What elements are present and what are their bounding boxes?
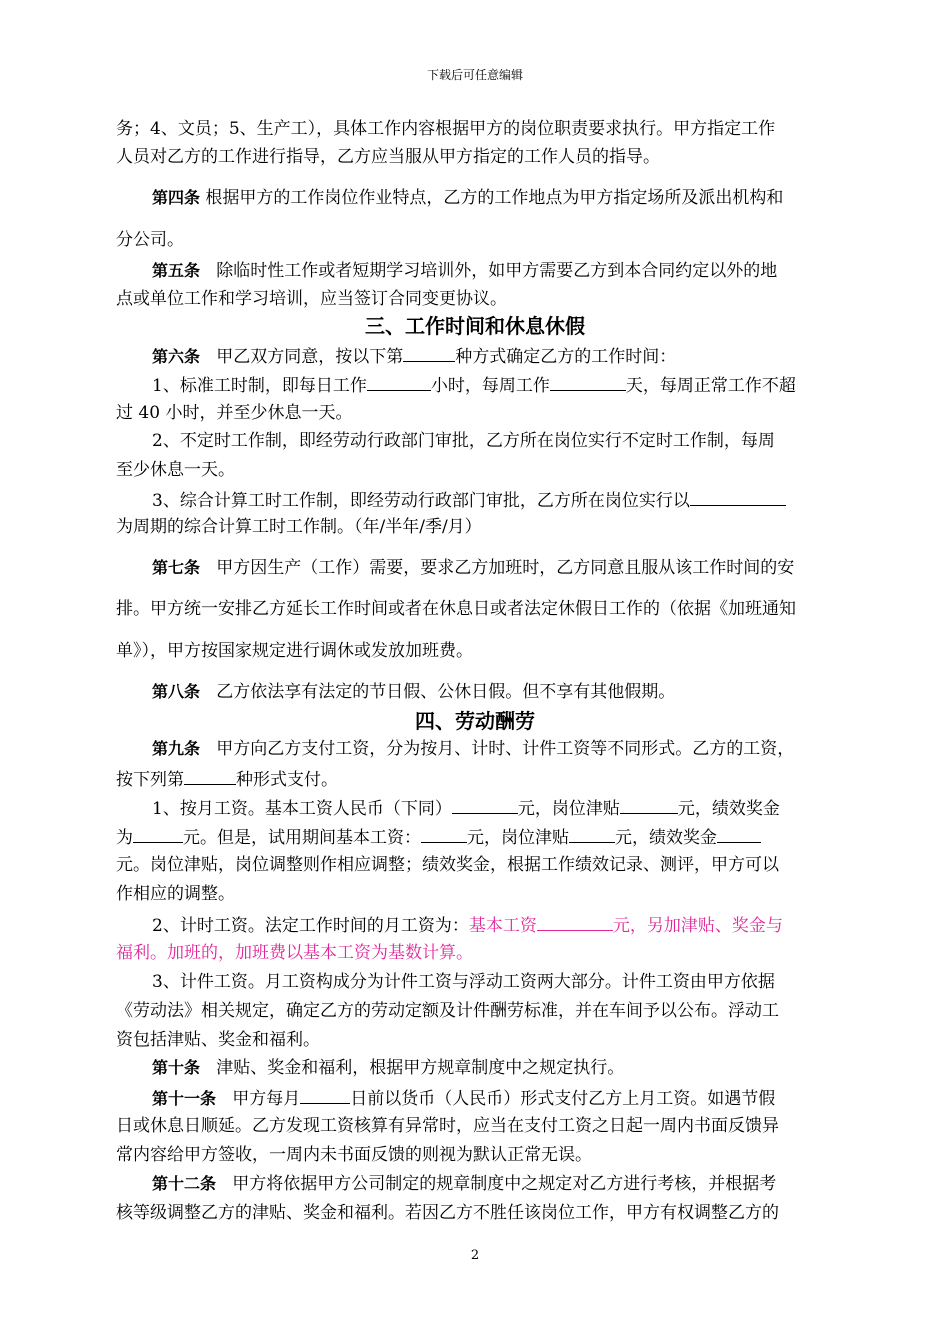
text-line — [116, 825, 761, 849]
article-text: 津贴、奖金和福利，根据甲方规章制度中之规定执行。 — [216, 1058, 625, 1078]
article-text: 甲方因生产（工作）需要，要求乙方加班时，乙方同意且服从该工作时间的安 — [216, 558, 795, 578]
article-text: 根据甲方的工作岗位作业特点，乙方的工作地点为甲方指定场所及派出机构和 — [205, 188, 784, 208]
blank-line[interactable] — [569, 825, 615, 843]
blank-line[interactable] — [690, 488, 786, 506]
article-text: 种方式确定乙方的工作时间： — [455, 347, 677, 367]
text-line: 至少休息一天。 — [116, 460, 235, 480]
text-line: 务；4、文员；5、生产工），具体工作内容根据甲方的岗位职责要求执行。甲方指定工作 — [116, 119, 776, 139]
blank-line[interactable] — [403, 344, 455, 362]
section-heading-4: 四、劳动酬劳 — [415, 709, 535, 733]
article-label: 第六条 — [152, 347, 201, 366]
text-segment: 1、标准工时制，即每日工作 — [152, 376, 367, 396]
article-text: 甲方将依据甲方公司制定的规章制度中之规定对乙方进行考核，并根据考 — [232, 1174, 777, 1194]
blank-line[interactable] — [367, 373, 431, 391]
text-line: 资包括津贴、奖金和福利。 — [116, 1030, 320, 1050]
article-7 — [152, 557, 794, 579]
article-label: 第七条 — [152, 558, 201, 577]
text-line: 元。岗位津贴，岗位调整则作相应调整；绩效奖金，根据工作绩效记录、测评，甲方可以 — [116, 855, 779, 875]
article-9 — [152, 738, 794, 760]
article-10 — [152, 1057, 624, 1079]
article-12 — [152, 1173, 776, 1195]
article-label: 第五条 — [152, 261, 201, 280]
text-segment: 1、按月工资。基本工资人民币（下同） — [152, 799, 452, 819]
text-line — [152, 373, 796, 397]
text-line: 单》），甲方按国家规定进行调休或发放加班费。 — [116, 641, 473, 661]
article-text: 除临时性工作或者短期学习培训外，如甲方需要乙方到本合同约定以外的地 — [216, 261, 778, 281]
blank-line[interactable] — [421, 825, 467, 843]
article-text: 甲方向乙方支付工资，分为按月、计时、计件工资等不同形式。乙方的工资， — [216, 739, 795, 759]
text-line — [152, 913, 783, 937]
text-segment: 小时，每周工作 — [430, 376, 550, 396]
blank-line[interactable] — [717, 825, 761, 843]
text-segment: 天，每周正常工作不超 — [625, 376, 796, 396]
text-line: 常内容给甲方签收，一周内未书面反馈的则视为默认正常无误。 — [116, 1145, 592, 1165]
text-segment: 甲方每月 — [232, 1089, 301, 1109]
text-segment: 元，岗位津贴 — [517, 799, 620, 819]
blank-line[interactable] — [537, 913, 613, 931]
article-text: 乙方依法享有法定的节日假、公休日假。但不享有其他假期。 — [216, 682, 676, 702]
highlighted-text: 基本工资 — [468, 916, 537, 936]
text-line: 人员对乙方的工作进行指导，乙方应当服从甲方指定的工作人员的指导。 — [116, 147, 660, 167]
article-label: 第十一条 — [152, 1089, 217, 1108]
text-segment: 日前以货币（人民币）形式支付乙方上月工资。如遇节假 — [350, 1089, 776, 1109]
highlighted-text: 元，另加津贴、奖金与 — [612, 916, 783, 936]
blank-line[interactable] — [620, 796, 678, 814]
text-line: 日或休息日顺延。乙方发现工资核算有异常时，应当在支付工资之日起一周内书面反馈异 — [116, 1116, 779, 1136]
blank-line[interactable] — [184, 767, 236, 785]
text-line: 《劳动法》相关规定，确定乙方的劳动定额及计件酬劳标准，并在车间予以公布。浮动工 — [116, 1001, 779, 1021]
text-line: 作相应的调整。 — [116, 884, 235, 904]
text-line — [152, 488, 786, 512]
text-segment: 3、综合计算工时工作制，即经劳动行政部门审批，乙方所在岗位实行以 — [152, 491, 690, 511]
text-segment: 元。但是，试用期间基本工资： — [183, 828, 421, 848]
blank-line[interactable] — [300, 1086, 350, 1104]
text-segment: 元，绩效奖金 — [615, 828, 717, 848]
text-line: 点或单位工作和学习培训，应当签订合同变更协议。 — [116, 289, 507, 309]
text-segment: 种形式支付。 — [236, 770, 338, 790]
blank-line[interactable] — [133, 825, 183, 843]
text-segment: 元，绩效奖金 — [677, 799, 780, 819]
text-line: 3、计件工资。月工资构成分为计件工资与浮动工资两大部分。计件工资由甲方依据 — [152, 972, 775, 992]
text-segment: 为 — [116, 828, 133, 848]
highlighted-text-line: 福利。加班的，加班费以基本工资为基数计算。 — [116, 943, 473, 963]
text-line: 过 40 小时，并至少休息一天。 — [116, 403, 353, 423]
text-line: 核等级调整乙方的津贴、奖金和福利。若因乙方不胜任该岗位工作，甲方有权调整乙方的 — [116, 1203, 779, 1223]
text-line: 排。甲方统一安排乙方延长工作时间或者在休息日或者法定休假日工作的（依据《加班通知 — [116, 599, 796, 619]
article-label: 第九条 — [152, 739, 201, 758]
article-6 — [152, 344, 676, 368]
blank-line[interactable] — [452, 796, 518, 814]
text-line — [116, 767, 338, 791]
page-number: 2 — [470, 1248, 480, 1263]
text-line: 分公司。 — [116, 230, 184, 250]
article-8 — [152, 681, 675, 703]
article-label: 第十二条 — [152, 1174, 217, 1193]
section-heading-3: 三、工作时间和休息休假 — [365, 314, 585, 338]
article-label: 第八条 — [152, 682, 201, 701]
article-11 — [152, 1086, 775, 1110]
article-label: 第四条 — [152, 188, 201, 207]
text-line: 为周期的综合计算工时工作制。（年/半年/季/月） — [116, 517, 482, 537]
text-segment: 元，岗位津贴 — [467, 828, 569, 848]
article-label: 第十条 — [152, 1058, 201, 1077]
text-line — [152, 796, 780, 820]
page-header: 下载后可任意编辑 — [426, 68, 523, 82]
text-segment: 2、计时工资。法定工作时间的月工资为： — [152, 916, 469, 936]
blank-line[interactable] — [550, 373, 626, 391]
article-text: 甲乙双方同意，按以下第 — [216, 347, 404, 367]
article-5 — [152, 260, 777, 282]
text-line: 2、不定时工作制，即经劳动行政部门审批，乙方所在岗位实行不定时工作制，每周 — [152, 431, 775, 451]
text-segment: 按下列第 — [116, 770, 184, 790]
article-4 — [152, 187, 783, 209]
